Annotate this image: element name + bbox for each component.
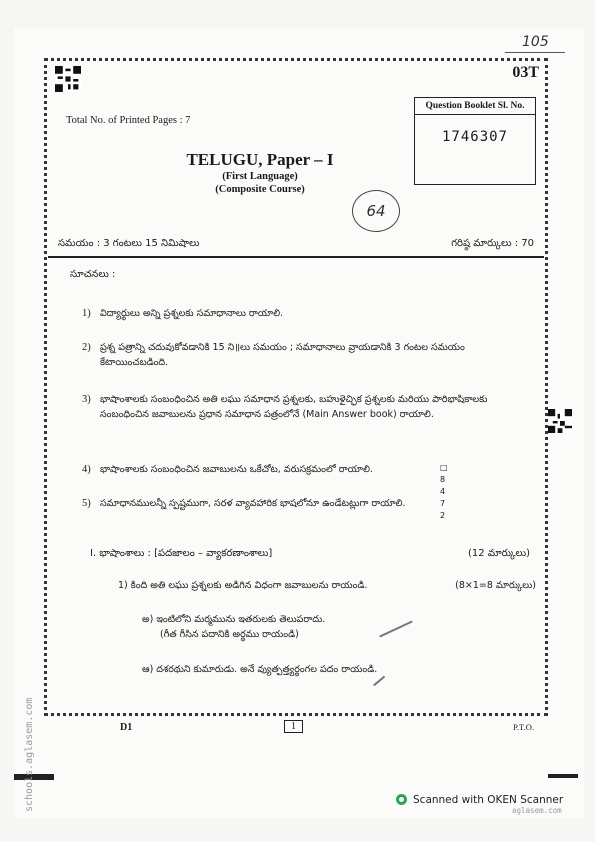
meta-row [58,235,534,255]
instruction-text: భాషాంశాలకు సంబంధించిన అతి లఘు సమాధాన ప్రశ్నలకు, బహుళైచ్ఛిక ప్రశ్నలకు మరియు పారిభాషికాలకు సంబంధించిన జవాబులను ప్రధాన సమాధాన పత్రంలోనే (Main Answer book) రాయాలి. [100,394,488,420]
title-block [160,150,360,196]
sub-question [142,662,502,677]
handwritten-underline [505,52,565,53]
right-scan-bar [548,774,578,778]
handwritten-number: 105 [522,34,549,50]
side-mark: 2 [440,511,446,520]
sub-question-text: ఆ) దశరథుని కుమారుడు. అనే వ్యుత్పత్త్యర్థంగల పదం రాయండి. [142,664,378,675]
instruction-text: భాషాంశాలకు సంబంధించిన జవాబులను ఒకేచోట, వరుసక్రమంలో రాయాలి. [100,464,373,475]
instruction-number: 1) [82,308,91,319]
paper-title: TELUGU, Paper – I [186,150,334,169]
sub-question-text: అ) ఇంటిలోని మర్మమును ఇతరులకు తెలుపరాదు. [142,614,326,625]
instruction-item [82,306,522,321]
footer-code: D1 [120,722,133,733]
time-allowed: సమయం : 3 గంటలు 15 నిమిషాలు [58,238,200,249]
paper-subtitle-course: (Composite Course) [215,184,305,195]
instruction-number: 4) [82,464,91,475]
paper-code: 03T [512,64,539,81]
max-marks: గరిష్ఠ మార్కులు : 70 [451,238,534,249]
side-qr-code-icon [548,408,572,434]
instruction-number: 5) [82,498,91,509]
section-marks: (12 మార్కులు) [468,548,530,559]
header-rule [48,256,544,258]
instruction-item [82,340,522,370]
booklet-number: 1746307 [441,129,508,145]
paper-subtitle-language: (First Language) [222,171,298,182]
section-heading [90,547,530,561]
scanner-text: Scanned with OKEN Scanner [413,794,564,806]
booklet-number-box [414,97,536,185]
vertical-watermark: schools.aglasem.com [24,697,35,812]
instruction-text: ప్రశ్న పత్రాన్ని చదువుకోవడానికి 15 ని॥లు సమయం ; సమాధానాలు వ్రాయడానికి 3 గంటల సమయం కేటాయించబడింది. [100,342,465,368]
site-watermark: aglasem.com [512,806,562,815]
instruction-text: సమాధానములన్నీ స్పష్టముగా, సరళ వ్యావహారిక భాషలోనూ ఉండేటట్లుగా రాయాలి. [100,498,406,509]
pto-note: P.T.O. [513,722,534,732]
instruction-item [82,392,522,422]
question-marks: (8×1=8 మార్కులు) [455,580,536,591]
question-text: 1) కింది అతి లఘు ప్రశ్నలకు అడిగిన విధంగా జవాబులను రాయండి. [118,580,368,591]
instruction-item [82,496,432,511]
page-number: 1 [284,720,303,733]
instruction-text: విద్యార్థులు అన్ని ప్రశ్నలకు సమాధానాలు రాయాలి. [100,308,284,319]
scanner-badge [396,794,563,806]
instruction-item [82,462,432,477]
side-mark: 8 [440,475,446,484]
instructions-heading: సూచనలు : [70,269,116,280]
sub-question [142,612,502,642]
sub-question-hint: (గీత గీసిన పదానికి అర్థము రాయండి) [160,629,299,640]
side-tick-marks [440,462,448,522]
instruction-number: 2) [82,342,91,353]
qr-code-icon [55,66,81,92]
side-mark: □ [440,463,448,472]
circled-score: 64 [352,190,400,232]
booklet-label: Question Booklet Sl. No. [415,98,535,115]
scanner-logo-icon [396,794,407,805]
instruction-number: 3) [82,394,91,405]
side-mark: 7 [440,499,446,508]
side-mark: 4 [440,487,446,496]
question-1 [118,580,536,593]
printed-pages: Total No. of Printed Pages : 7 [66,115,191,126]
section-label: I. భాషాంశాలు : [పదజాలం – వ్యాకరణాంశాలు] [90,548,273,559]
